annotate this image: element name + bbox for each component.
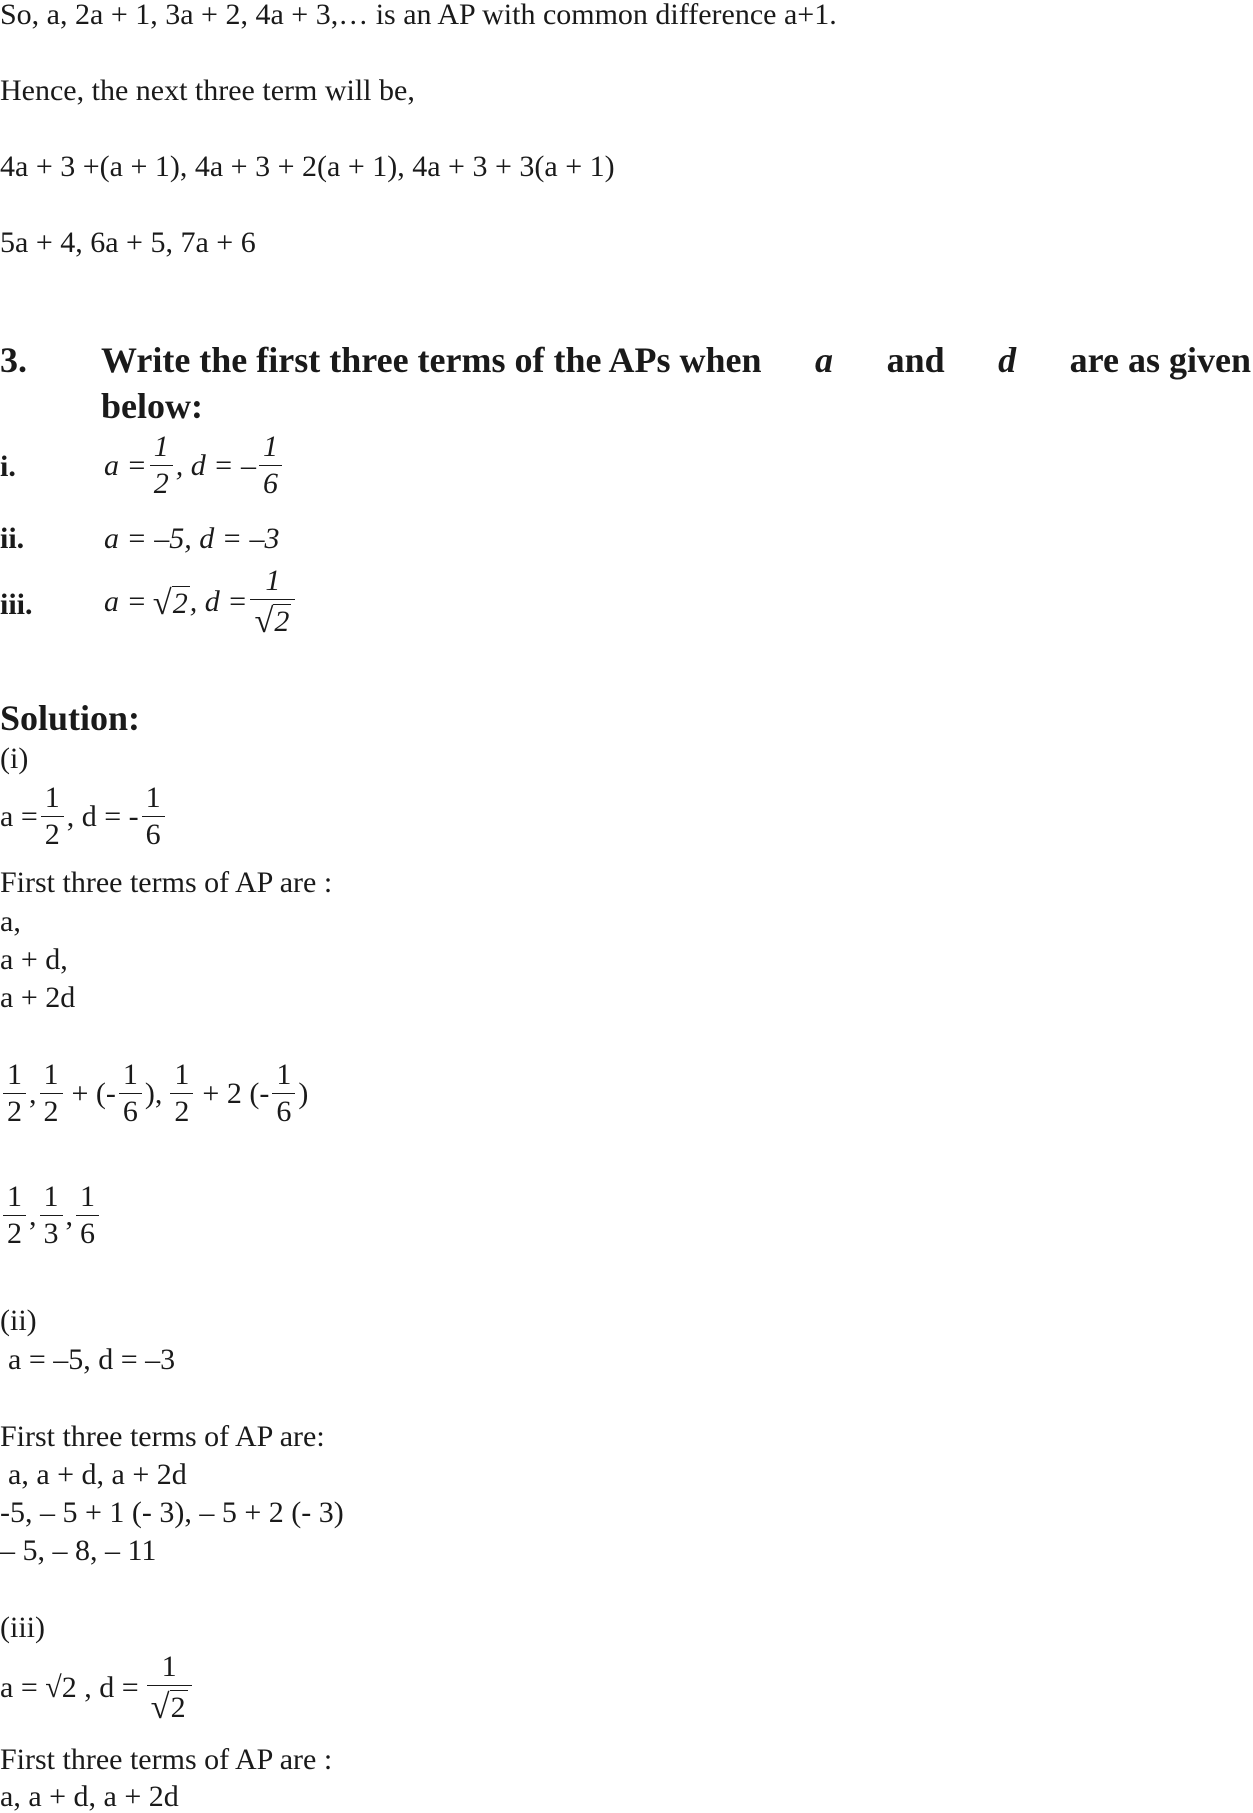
part-i-term-1: a, (0, 905, 21, 938)
question-var-d: d (998, 340, 1017, 380)
item-ii-expression: a = –5, d = –3 (104, 522, 280, 555)
intro-line-1: So, a, 2a + 1, 3a + 2, 4a + 3,… is an AP with common difference a+1. (0, 0, 837, 31)
closing-paren: ) (298, 1076, 309, 1110)
question-text-2: are as given (1069, 340, 1251, 380)
question-heading-line-1 (101, 342, 1251, 378)
radical-sign: √ (150, 1688, 170, 1726)
question-text-1: Write the first three terms of the APs when (101, 340, 762, 380)
radical-sign: √ (152, 583, 172, 622)
item-i-frac-d: $\frac{1}{6}$ (259, 432, 282, 499)
frac: $\frac{1}{2}$ (40, 1060, 63, 1127)
item-i-label: i. (0, 450, 16, 483)
separator: , (29, 1076, 37, 1110)
question-var-a: a (815, 340, 834, 380)
item-iii-label: iii. (0, 588, 33, 621)
item-iii-lhs: a = (104, 584, 147, 618)
operator: + (- (71, 1076, 116, 1110)
part-ii-given: a = –5, d = –3 (8, 1343, 176, 1376)
item-i-mid: , d = – (175, 448, 256, 482)
item-i-frac-a: $\frac{1}{2}$ (150, 432, 173, 499)
item-iii-sqrt-den: √2 (254, 602, 290, 640)
part-iii-sqrt-den: √2 (150, 1688, 186, 1726)
item-iii-mid: , d = (189, 584, 248, 618)
question-word-and: and (886, 340, 945, 380)
question-heading-line-2: below: (101, 386, 203, 426)
part-i-given (0, 783, 168, 850)
intro-line-2: Hence, the next three term will be, (0, 74, 415, 107)
item-iii-expression (104, 566, 298, 638)
frac: $\frac{1}{2}$ (3, 1182, 26, 1249)
frac: $\frac{1}{6}$ (76, 1182, 99, 1249)
question-number: 3. (0, 340, 27, 380)
part-i-mid: , d = - (66, 799, 139, 833)
item-iii-frac-d: $\frac{1}{√2}$ (250, 566, 295, 638)
part-iii-lhs: a = √2 , d = (0, 1670, 139, 1704)
part-iii-terms-intro: First three terms of AP are : (0, 1743, 333, 1776)
part-ii-general: a, a + d, a + 2d (8, 1458, 187, 1491)
part-ii-substitution: -5, – 5 + 1 (- 3), – 5 + 2 (- 3) (0, 1496, 344, 1529)
part-ii-result: – 5, – 8, – 11 (0, 1534, 157, 1567)
part-i-label: (i) (0, 742, 29, 775)
operator: + 2 (- (202, 1076, 270, 1110)
part-i-a-lhs: a = (0, 799, 38, 833)
part-i-term-2: a + d, (0, 943, 68, 976)
item-i-lhs: a = (104, 448, 147, 482)
frac: $\frac{1}{6}$ (119, 1060, 142, 1127)
part-i-substitution (0, 1060, 308, 1127)
part-iii-general: a, a + d, a + 2d (0, 1780, 179, 1813)
frac: $\frac{1}{6}$ (272, 1060, 295, 1127)
item-i-expression (104, 432, 285, 499)
part-iii-frac: $\frac{1}{√2}$ (147, 1652, 192, 1724)
part-i-d-frac: $\frac{1}{6}$ (142, 783, 165, 850)
frac: $\frac{1}{3}$ (40, 1182, 63, 1249)
item-iii-sqrt-a: √2 (152, 583, 188, 622)
part-iii-given (0, 1652, 195, 1724)
part-i-terms-intro: First three terms of AP are : (0, 866, 333, 899)
part-iii-label: (iii) (0, 1611, 45, 1644)
intro-line-3: 4a + 3 +(a + 1), 4a + 3 + 2(a + 1), 4a + 3 + 3(a + 1) (0, 150, 615, 183)
intro-line-4: 5a + 4, 6a + 5, 7a + 6 (0, 226, 256, 259)
radical-sign: √ (254, 602, 274, 640)
item-ii-label: ii. (0, 522, 25, 555)
part-ii-terms-intro: First three terms of AP are: (0, 1420, 325, 1453)
separator: , (29, 1198, 37, 1232)
frac: $\frac{1}{2}$ (170, 1060, 193, 1127)
part-ii-label: (ii) (0, 1304, 37, 1337)
frac: $\frac{1}{2}$ (3, 1060, 26, 1127)
separator: , (65, 1198, 73, 1232)
part-i-a-frac: $\frac{1}{2}$ (41, 783, 64, 850)
part-i-term-3: a + 2d (0, 981, 76, 1014)
separator: ), (144, 1076, 163, 1110)
part-i-result (0, 1182, 102, 1249)
solution-heading: Solution: (0, 698, 141, 738)
